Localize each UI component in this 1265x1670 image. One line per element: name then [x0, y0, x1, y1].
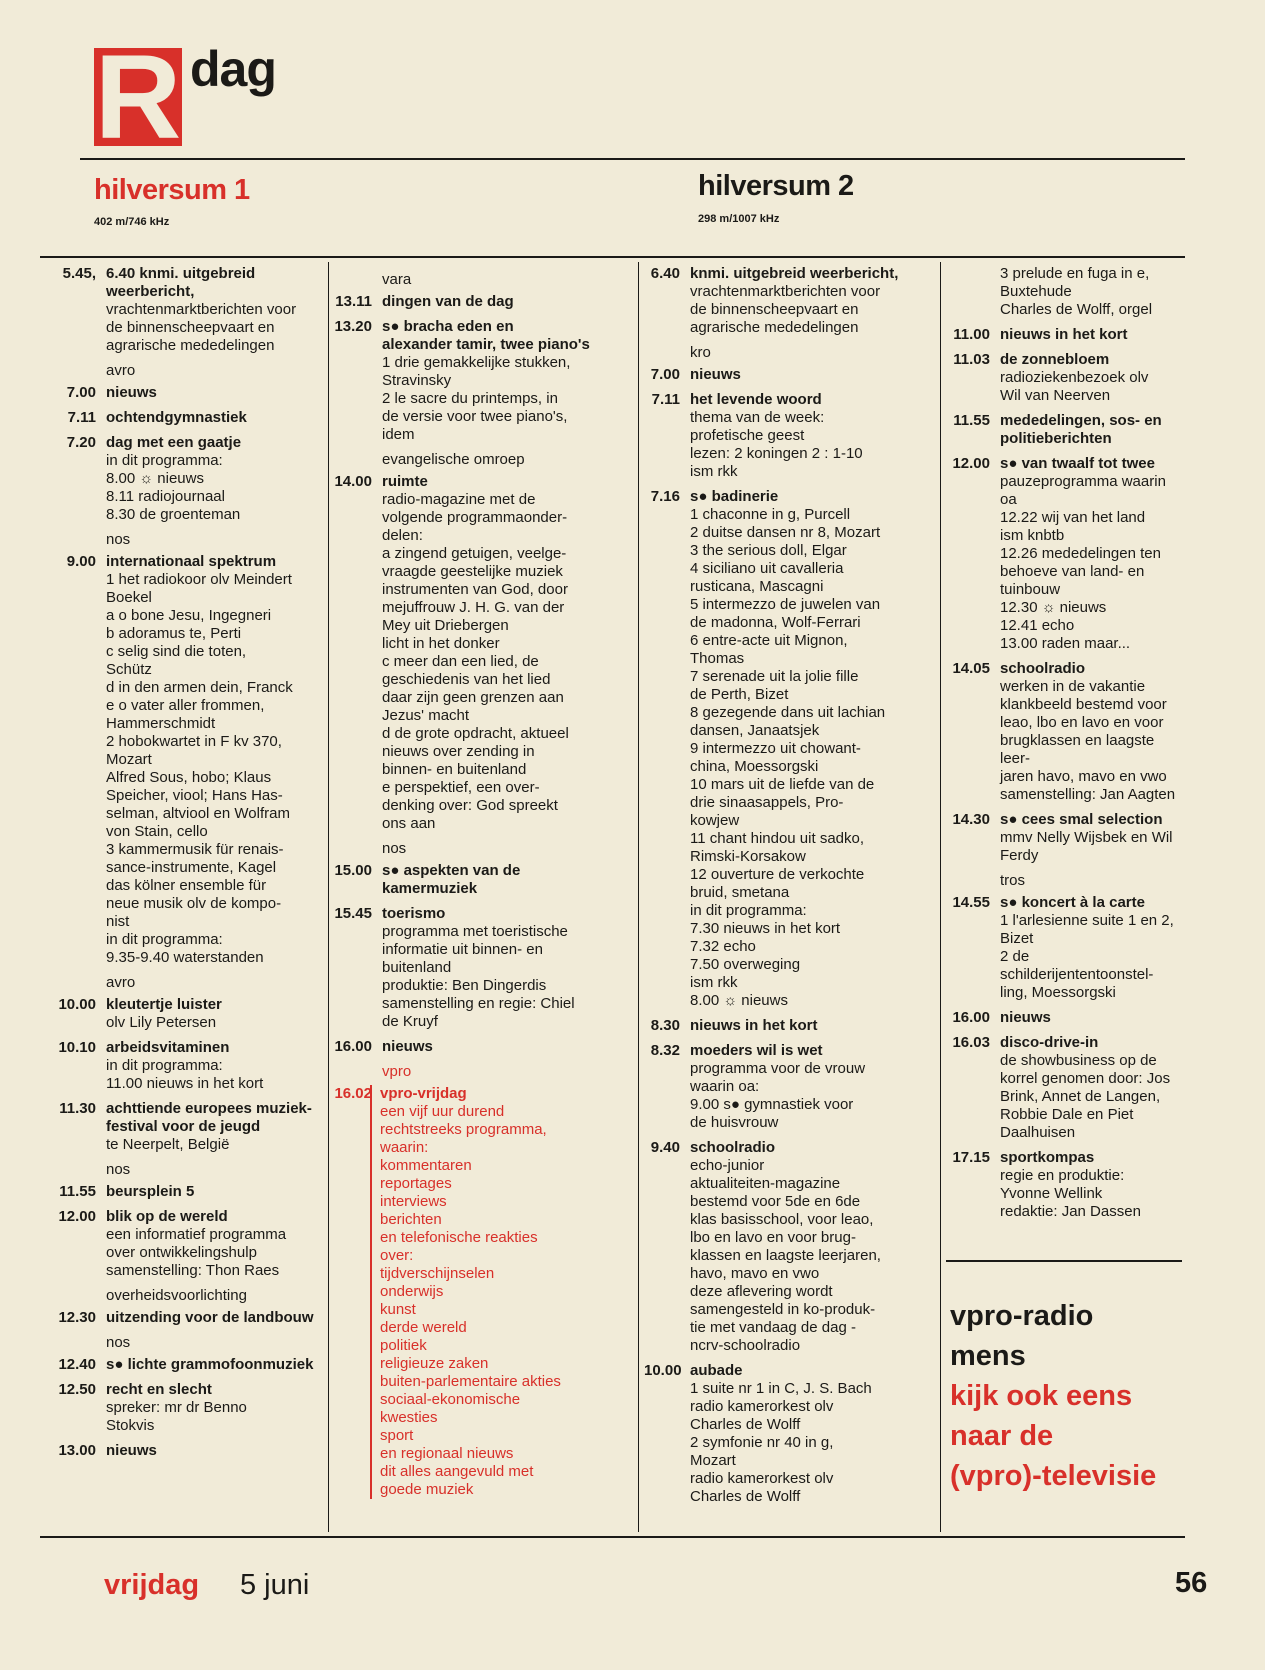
program-entry: [946, 265, 1182, 319]
program-entry: [44, 265, 324, 355]
program-title: disco-drive-in: [1000, 1034, 1099, 1051]
program-time: 17.15: [952, 1149, 990, 1166]
program-details: [372, 293, 630, 311]
program-title: nieuws: [106, 384, 157, 401]
program-details: [372, 905, 630, 1031]
program-details: [990, 1009, 1182, 1027]
program-entry: [946, 1149, 1182, 1221]
program-time: 14.30: [952, 811, 990, 828]
program-time: 12.40: [58, 1356, 96, 1373]
program-description: te Neerpelt, België: [106, 1136, 230, 1153]
program-entry: [334, 293, 630, 311]
program-time: 15.00: [334, 862, 372, 879]
program-title: het levende woord: [690, 391, 822, 408]
program-time: 16.00: [334, 1038, 372, 1055]
broadcaster-label: nos: [106, 531, 131, 548]
program-time: 16.03: [952, 1034, 990, 1051]
promo-line-3: kijk ook eens: [950, 1380, 1133, 1412]
program-time: [946, 265, 990, 319]
footer-date: 5 juni: [240, 1569, 310, 1601]
program-details: [96, 1356, 324, 1374]
program-time: 5.45,: [62, 265, 96, 282]
broadcaster-label: nos: [106, 1161, 131, 1178]
program-description: thema van de week: profetische geest lezen: 2 koningen 2 : 1-10 ism rkk: [690, 409, 863, 480]
program-time: 13.00: [58, 1442, 96, 1459]
promo-line-5: (vpro)-televisie: [950, 1460, 1157, 1492]
program-time: 14.00: [334, 473, 372, 490]
program-title: internationaal spektrum: [106, 553, 277, 570]
program-time: 9.40: [650, 1139, 680, 1156]
program-title: moeders wil is wet: [690, 1042, 823, 1059]
schedule-column-2: [334, 265, 630, 1506]
program-title: toerismo: [382, 905, 446, 922]
program-entry: [644, 366, 934, 384]
page-number: 56: [1175, 1567, 1208, 1599]
program-details: [990, 351, 1182, 405]
broadcaster-label: kro: [690, 344, 711, 361]
program-title: ochtendgymnastiek: [106, 409, 247, 426]
broadcaster-label: tros: [1000, 872, 1026, 889]
program-entry: [334, 862, 630, 898]
program-title: vpro-vrijdag: [380, 1085, 467, 1102]
promo-line-4: naar de: [950, 1420, 1054, 1452]
broadcaster-label: avro: [106, 362, 136, 379]
program-description: in dit programma: 8.00 ☼ nieuws 8.11 radiojournaal 8.30 de groenteman: [106, 452, 241, 523]
program-time: 16.02: [334, 1085, 372, 1102]
program-details: [990, 1149, 1182, 1221]
program-description: 1 l'arlesienne suite 1 en 2, Bizet 2 de schilderijententoonstel- ling, Moessorgski: [1000, 912, 1174, 1001]
program-time: 11.30: [59, 1100, 96, 1117]
program-time: 6.40: [650, 265, 680, 282]
column-divider-3: [940, 262, 941, 1532]
column-divider-1: [328, 262, 329, 1532]
program-title: kleutertje luister: [106, 996, 222, 1013]
program-title: achttiende europees muziek- festival voor de jeugd: [106, 1100, 312, 1135]
program-entry: [44, 1381, 324, 1435]
program-entry: [44, 1442, 324, 1460]
program-title: s● koncert à la carte: [1000, 894, 1145, 911]
radio-logo-word: dag: [190, 41, 276, 97]
vpro-promo: [950, 1296, 1182, 1496]
program-title: aubade: [690, 1362, 743, 1379]
program-entry: [644, 265, 934, 337]
program-time: 15.45: [334, 905, 372, 922]
program-time: 7.11: [651, 391, 680, 408]
schedule-column-1: [44, 265, 324, 1467]
program-title: sportkompas: [1000, 1149, 1095, 1166]
footer-day: vrijdag: [104, 1569, 200, 1601]
program-details: [680, 488, 934, 1010]
program-description: regie en produktie: Yvonne Wellink redaktie: Jan Dassen: [1000, 1167, 1141, 1220]
program-details: [680, 1017, 934, 1035]
program-description: olv Lily Petersen: [106, 1014, 217, 1031]
program-details: [96, 1309, 324, 1327]
program-entry: [946, 811, 1182, 865]
broadcaster-label: vara: [382, 271, 412, 288]
program-entry: [644, 1139, 934, 1355]
program-details: [990, 811, 1182, 865]
program-description: 1 chaconne in g, Purcell 2 duitse dansen nr 8, Mozart 3 the serious doll, Elgar 4 siciliano uit cavalleria rusticana, Mascagni 5 intermezzo de juwelen van de madonna, Wolf-Ferrari 6 entre-acte uit Mignon, Thomas 7 serenade uit la jolie fille de Perth, Bizet 8 gezegende dans uit lachian dansen, Janaatsjek 9 intermezzo uit chowant- china, Moessorgski 10 mars uit de liefde van de drie sinaasappels, Pro- kowjew 11 chant hindou uit sadko, Rimski-Korsakow 12 ouverture de verkochte bruid, smetana in dit programma: 7.30 nieuws in het kort 7.32 echo 7.50 overweging ism rkk 8.00 ☼ nieuws: [690, 506, 886, 1009]
program-entry: [44, 1208, 324, 1280]
columns-top-rule: [40, 256, 1185, 258]
program-details: [680, 1042, 934, 1132]
program-time: 14.55: [952, 894, 990, 911]
radio-logo-letter: R: [94, 48, 182, 146]
program-description: spreker: mr dr Benno Stokvis: [106, 1399, 247, 1434]
program-description: programma voor de vrouw waarin oa: 9.00 s● gymnastiek voor de huisvrouw: [690, 1060, 866, 1131]
program-description: de showbusiness op de korrel genomen door: Jos Brink, Annet de Langen, Robbie Dale en Piet Daalhuisen: [1000, 1052, 1171, 1141]
program-details: [96, 434, 324, 524]
program-title: knmi. uitgebreid weerbericht,: [690, 265, 899, 282]
program-details: [680, 391, 934, 481]
program-title: mededelingen, sos- en politieberichten: [1000, 412, 1162, 447]
program-entry: [946, 894, 1182, 1002]
program-time: 8.32: [650, 1042, 680, 1059]
program-time: 7.20: [66, 434, 96, 451]
program-description: vrachtenmarktberichten voor de binnenscheepvaart en agrarische mededelingen: [690, 283, 881, 336]
program-time: 14.05: [952, 660, 990, 677]
program-details: [680, 265, 934, 337]
program-time: 10.00: [58, 996, 96, 1013]
program-time: 7.11: [67, 409, 96, 426]
program-time: 7.00: [650, 366, 680, 383]
program-title: nieuws: [1000, 1009, 1051, 1026]
program-title: recht en slecht: [106, 1381, 212, 1398]
header-rule: [80, 158, 1185, 160]
program-title: arbeidsvitaminen: [106, 1039, 230, 1056]
program-description: echo-junior aktualiteiten-magazine bestemd voor 5de en 6de klas basisschool, voor leao, lbo en lavo en voor brug- klassen en laagste leerjaren, havo, mavo en vwo deze aflevering wordt samengesteld in ko-produk- tie met vandaag de dag - ncrv-schoolradio: [690, 1157, 881, 1354]
program-entry: [44, 1356, 324, 1374]
program-description: een informatief programma over ontwikkelingshulp samenstelling: Thon Raes: [106, 1226, 287, 1279]
program-details: [372, 318, 630, 444]
promo-rule: [946, 1260, 1182, 1262]
promo-line-1: vpro-radio: [950, 1300, 1094, 1332]
program-description: radio-magazine met de volgende programmaonder- delen: a zingend getuigen, veelge- vraagde geestelijke muziek instrumenten van God, door mejuffrouw J. H. G. van der Mey uit Driebergen licht in het donker c meer dan een lied, de geschiedenis van het lied daar zijn geen grenzen aan Jezus' macht d de grote opdracht, aktueel nieuws over zending in binnen- en buitenland e perspektief, een over- denking over: God spreekt ons aan: [382, 491, 569, 832]
program-title: 6.40 knmi. uitgebreid weerbericht,: [106, 265, 256, 300]
program-entry: [644, 1042, 934, 1132]
program-time: 12.00: [952, 455, 990, 472]
program-title: schoolradio: [1000, 660, 1086, 677]
program-details: [680, 1139, 934, 1355]
program-title: nieuws in het kort: [690, 1017, 818, 1034]
program-title: ruimte: [382, 473, 428, 490]
program-description: mmv Nelly Wijsbek en Wil Ferdy: [1000, 829, 1173, 864]
program-details: [96, 265, 324, 355]
program-time: 12.30: [58, 1309, 96, 1326]
program-entry: [44, 434, 324, 524]
program-time: 13.20: [334, 318, 372, 335]
program-details: [372, 862, 630, 898]
program-title: dingen van de dag: [382, 293, 514, 310]
program-title: nieuws: [382, 1038, 433, 1055]
program-details: [96, 996, 324, 1032]
program-entry: [644, 391, 934, 481]
program-entry: [946, 1034, 1182, 1142]
program-title: nieuws in het kort: [1000, 326, 1128, 343]
program-details: [96, 1381, 324, 1435]
program-title: de zonnebloem: [1000, 351, 1110, 368]
program-details: [990, 412, 1182, 448]
program-description: vrachtenmarktberichten voor de binnenscheepvaart en agrarische mededelingen: [106, 301, 297, 354]
program-entry: [946, 455, 1182, 653]
program-time: 11.55: [59, 1183, 96, 1200]
program-entry: [644, 488, 934, 1010]
program-title: s● cees smal selection: [1000, 811, 1163, 828]
program-entry: [946, 1009, 1182, 1027]
program-description: een vijf uur durend rechtstreeks programma, waarin: kommentaren reportages interviews berichten en telefonische reakties over: tijdverschijnselen onderwijs kunst derde wereld politiek religieuze zaken buiten-parlementaire akties sociaal-ekonomische kwesties sport en regionaal nieuws dit alles aangevuld met goede muziek: [380, 1103, 561, 1498]
program-time: 11.55: [953, 412, 990, 429]
program-title: s● lichte grammofoonmuziek: [106, 1356, 314, 1373]
program-entry: [44, 553, 324, 967]
program-details: [680, 366, 934, 384]
program-time: 16.00: [952, 1009, 990, 1026]
program-time: 11.00: [953, 326, 990, 343]
program-details: [96, 1183, 324, 1201]
program-description: programma met toeristische informatie uit binnen- en buitenland produktie: Ben Dingerdis samenstelling en regie: Chiel de Kruyf: [382, 923, 575, 1030]
station-frequency-hilversum-1: 402 m/746 kHz: [94, 216, 170, 228]
station-frequency-hilversum-2: 298 m/1007 kHz: [698, 213, 780, 225]
program-title: s● badinerie: [690, 488, 779, 505]
program-details: [372, 473, 630, 833]
column-divider-2: [638, 262, 639, 1532]
program-title: s● aspekten van de kamermuziek: [382, 862, 521, 897]
program-description: 3 prelude en fuga in e, Buxtehude Charles de Wolff, orgel: [1000, 265, 1153, 318]
program-entry: [946, 351, 1182, 405]
broadcaster-label: evangelische omroep: [382, 451, 525, 468]
program-details: [680, 1362, 934, 1506]
program-details: [370, 1085, 630, 1499]
program-entry: [44, 996, 324, 1032]
program-time: 10.10: [58, 1039, 96, 1056]
broadcaster-label: nos: [382, 840, 407, 857]
program-description: 1 het radiokoor olv Meindert Boekel a o bone Jesu, Ingegneri b adoramus te, Perti c selig sind die toten, Schütz d in den armen dein, Franck e o vater aller frommen, Hammerschmidt 2 hobokwartet in F kv 370, Mozart Alfred Sous, hobo; Klaus Speicher, viool; Hans Has- selman, altviool en Wolfram von Stain, cello 3 kammermusik für renais- sance-instrumente, Kagel das kölner ensemble für neue musik olv de kompo- nist in dit programma: 9.35-9.40 waterstanden: [106, 571, 293, 966]
program-details: [990, 265, 1182, 319]
program-description: pauzeprogramma waarin oa 12.22 wij van het land ism knbtb 12.26 mededelingen ten behoeve van land- en tuinbouw 12.30 ☼ nieuws 12.41 echo 13.00 raden maar...: [1000, 473, 1166, 652]
program-title: uitzending voor de landbouw: [106, 1309, 314, 1326]
broadcaster-label: avro: [106, 974, 136, 991]
program-details: [96, 553, 324, 967]
program-title: s● van twaalf tot twee: [1000, 455, 1155, 472]
program-entry: [44, 409, 324, 427]
program-details: [990, 1034, 1182, 1142]
program-time: 9.00: [66, 553, 96, 570]
program-details: [96, 1039, 324, 1093]
program-title: nieuws: [106, 1442, 157, 1459]
program-entry: [334, 473, 630, 833]
program-details: [96, 1100, 324, 1154]
promo-line-2: mens: [950, 1340, 1026, 1372]
program-details: [96, 1208, 324, 1280]
broadcaster-label: nos: [106, 1334, 131, 1351]
program-time: 12.50: [58, 1381, 96, 1398]
program-title: blik op de wereld: [106, 1208, 228, 1225]
program-entry: [44, 1183, 324, 1201]
program-description: 1 suite nr 1 in C, J. S. Bach radio kamerorkest olv Charles de Wolff 2 symfonie nr 40 in g, Mozart radio kamerorkest olv Charles de Wolff: [690, 1380, 872, 1505]
program-entry: [44, 384, 324, 402]
program-details: [990, 894, 1182, 1002]
broadcaster-label: overheidsvoorlichting: [106, 1287, 247, 1304]
program-entry: [334, 905, 630, 1031]
program-details: [96, 384, 324, 402]
program-details: [990, 455, 1182, 653]
program-details: [372, 1038, 630, 1056]
program-entry: [946, 326, 1182, 344]
program-entry: [334, 1038, 630, 1056]
program-entry: [644, 1017, 934, 1035]
schedule-column-3: [644, 265, 934, 1513]
program-details: [990, 326, 1182, 344]
program-title: schoolradio: [690, 1139, 776, 1156]
program-time: 11.03: [953, 351, 990, 368]
program-entry: [644, 1362, 934, 1506]
program-entry: [946, 660, 1182, 804]
program-entry: [44, 1309, 324, 1327]
program-details: [96, 1442, 324, 1460]
program-details: [96, 409, 324, 427]
program-details: [990, 660, 1182, 804]
program-time: 13.11: [335, 293, 372, 310]
program-title: nieuws: [690, 366, 741, 383]
program-description: 1 drie gemakkelijke stukken, Stravinsky 2 le sacre du printemps, in de versie voor twee piano's, idem: [382, 354, 571, 443]
program-title: s● bracha eden en alexander tamir, twee piano's: [382, 318, 590, 353]
program-description: in dit programma: 11.00 nieuws in het kort: [106, 1057, 264, 1092]
program-title: beursplein 5: [106, 1183, 195, 1200]
program-entry: [334, 318, 630, 444]
program-entry: [44, 1100, 324, 1154]
program-title: dag met een gaatje: [106, 434, 242, 451]
program-entry: [334, 1085, 630, 1499]
program-entry: [44, 1039, 324, 1093]
program-description: radioziekenbezoek olv Wil van Neerven: [1000, 369, 1149, 404]
broadcaster-label: vpro: [382, 1063, 412, 1080]
program-time: 10.00: [644, 1362, 682, 1379]
schedule-column-4: [946, 265, 1182, 1228]
program-entry: [946, 412, 1182, 448]
program-time: 12.00: [58, 1208, 96, 1225]
program-time: 7.00: [66, 384, 96, 401]
station-name-hilversum-1: hilversum 1: [94, 174, 250, 206]
footer-rule: [40, 1536, 1185, 1538]
program-description: werken in de vakantie klankbeeld bestemd voor leao, lbo en lavo en voor brugklassen en laagste leer- jaren havo, mavo en vwo samenstelling: Jan Aagten: [1000, 678, 1176, 803]
program-time: 8.30: [650, 1017, 680, 1034]
station-name-hilversum-2: hilversum 2: [698, 170, 854, 202]
program-time: 7.16: [650, 488, 680, 505]
